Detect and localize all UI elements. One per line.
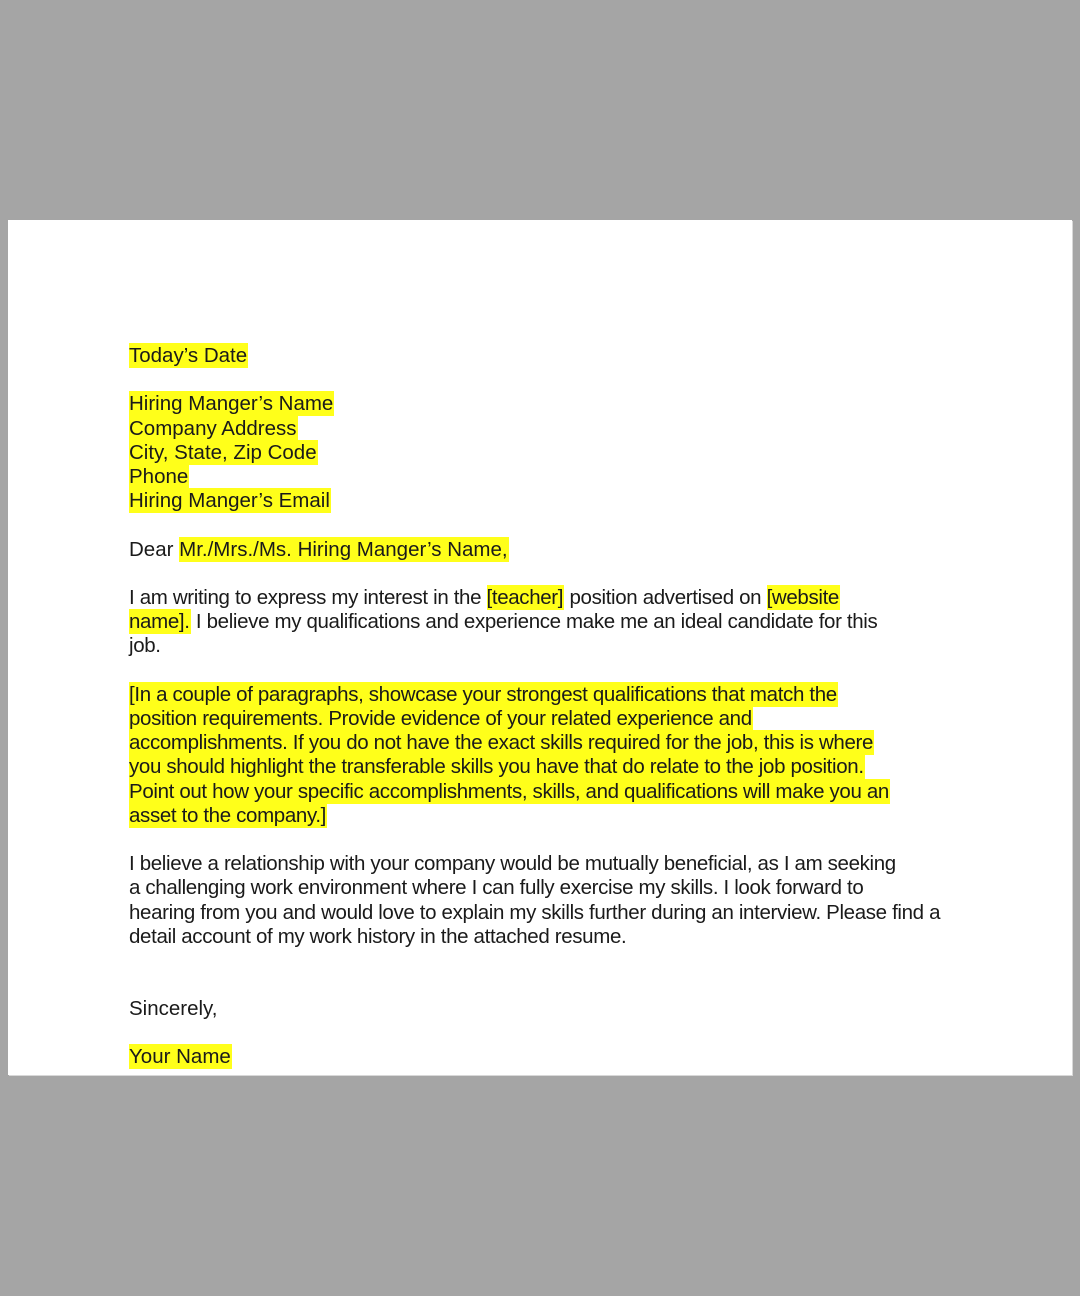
body-line: you should highlight the transferable skills you have that do relate to the job position. (129, 755, 864, 779)
recipient-email: Hiring Manger’s Email (129, 489, 330, 513)
intro-text-1: I am writing to express my interest in the (129, 585, 487, 609)
salutation-prefix: Dear (129, 537, 180, 561)
letter-content (129, 344, 959, 1070)
spacer (129, 368, 959, 392)
body-line: accomplishments. If you do not have the exact skills required for the job, this is where (129, 731, 874, 755)
intro-text-4: job. (129, 634, 161, 658)
body-line: asset to the company.] (129, 803, 327, 827)
intro-text-3: I believe my qualifications and experience make me an ideal candidate for this (190, 610, 878, 634)
salutation-name: Mr./Mrs./Ms. Hiring Manger’s Name, (179, 537, 508, 561)
recipient-block (129, 392, 959, 513)
spacer (129, 828, 959, 852)
signature-name: Your Name (129, 1045, 231, 1069)
recipient-city-state-zip: City, State, Zip Code (129, 440, 317, 464)
intro-paragraph (129, 586, 959, 659)
spacer (129, 1021, 959, 1045)
closing-line: a challenging work environment where I can fully exercise my skills. I look forward to (129, 876, 864, 900)
website-placeholder-2: name]. (129, 610, 190, 634)
body-line: position requirements. Provide evidence of your related experience and (129, 706, 752, 730)
body-line: [In a couple of paragraphs, showcase your strongest qualifications that match the (129, 682, 837, 706)
closing-line: I believe a relationship with your company would be mutually beneficial, as I am seeking (129, 852, 896, 876)
recipient-phone: Phone (129, 465, 189, 488)
recipient-name: Hiring Manger’s Name (129, 392, 334, 416)
closing-paragraph (129, 852, 959, 949)
closing-line: detail account of my work history in the attached resume. (129, 924, 627, 948)
document-page (8, 220, 1072, 1075)
spacer (129, 513, 959, 537)
position-placeholder: [teacher] (486, 585, 564, 609)
spacer (129, 562, 959, 586)
signature-block (129, 1045, 959, 1069)
date-block (129, 344, 959, 368)
salutation (129, 538, 959, 562)
intro-text-2: position advertised on (564, 585, 767, 609)
website-placeholder-1: [website (766, 585, 839, 609)
signoff: Sincerely, (129, 997, 218, 1020)
date-field: Today’s Date (129, 344, 248, 367)
closing-line: hearing from you and would love to explain my skills further during an interview. Please find a (129, 900, 941, 924)
recipient-address: Company Address (129, 416, 297, 440)
body-line: Point out how your specific accomplishments, skills, and qualifications will make you an (129, 779, 889, 803)
spacer (129, 659, 959, 683)
body-placeholder-paragraph (129, 683, 959, 828)
spacer (129, 949, 959, 997)
